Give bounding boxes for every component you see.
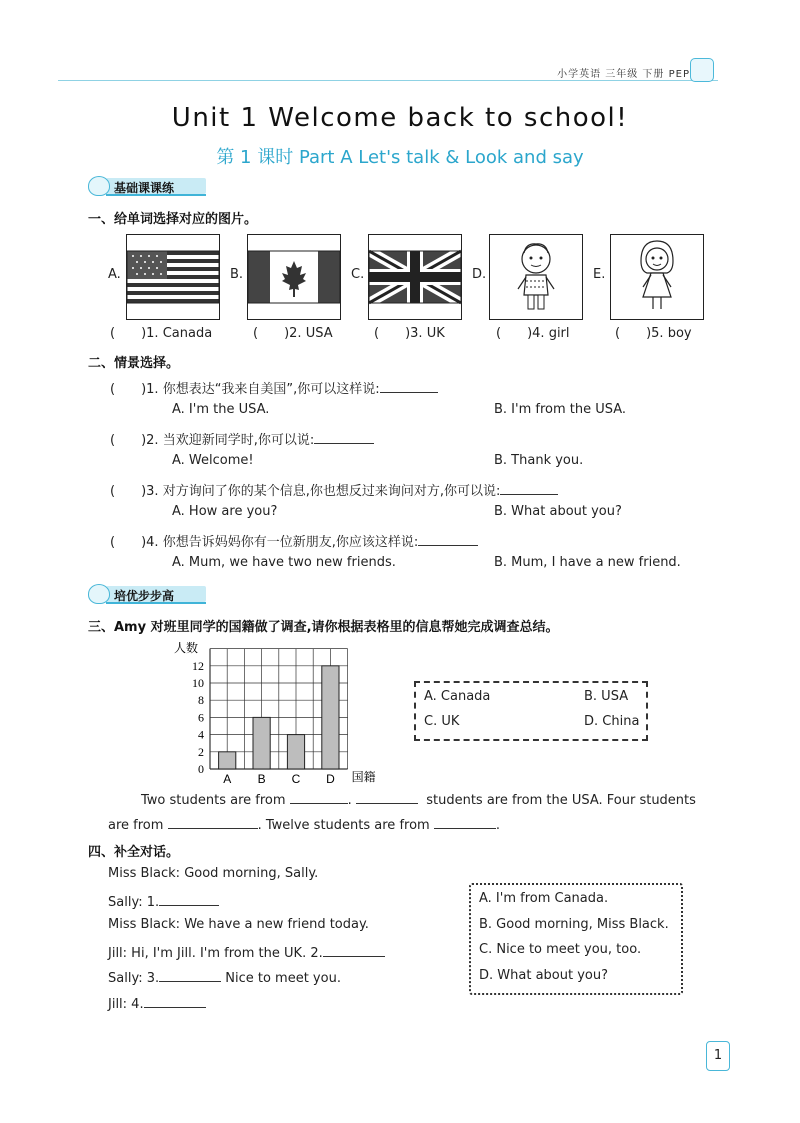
header-rule (58, 80, 718, 81)
answer-blank[interactable] (159, 892, 219, 906)
bar-a (219, 752, 236, 769)
dialogue-option-a: A. I'm from Canada. (479, 891, 609, 906)
answer-blank[interactable] (434, 815, 496, 829)
usa-flag-icon (126, 234, 220, 320)
q2-option-4b: B. Mum, I have a new friend. (494, 555, 681, 570)
dialogue-line-1: Miss Black: Good morning, Sally. (108, 866, 319, 881)
q2-option-2a: A. Welcome! (172, 453, 254, 468)
q2-prompt-2: ( )2. 当欢迎新同学时,你可以说: (110, 429, 374, 448)
q1-item-4: ( )4. girl (496, 326, 570, 341)
q2-option-3a: A. How are you? (172, 504, 278, 519)
bear-icon (88, 584, 110, 604)
legend-item-c: C. UK (424, 714, 460, 729)
boy-figure-icon (489, 234, 583, 320)
y-axis-label: 人数 (174, 641, 199, 655)
legend-item-b: B. USA (584, 689, 629, 704)
answer-blank[interactable] (356, 790, 418, 804)
q2-heading: 二、情景选择。 (88, 356, 180, 371)
uk-flag-icon (368, 234, 462, 320)
q2-option-2b: B. Thank you. (494, 453, 584, 468)
q2-option-4a: A. Mum, we have two new friends. (172, 555, 396, 570)
dialogue-option-d: D. What about you? (479, 968, 608, 983)
answer-blank[interactable] (500, 481, 558, 495)
answer-blank[interactable] (290, 790, 348, 804)
bear-icon (88, 176, 110, 196)
answer-blank[interactable] (144, 994, 206, 1008)
bear-logo-icon (690, 58, 714, 82)
answer-blank[interactable] (380, 379, 438, 393)
answer-blank[interactable] (314, 430, 374, 444)
page-title: Unit 1 Welcome back to school! (171, 103, 629, 133)
nationality-bar-chart (160, 636, 400, 786)
y-tick-label: 10 (192, 676, 204, 690)
y-tick-label: 8 (198, 693, 204, 708)
dialogue-line-4: Jill: Hi, I'm Jill. I'm from the UK. 2. (108, 943, 385, 961)
bar-c (287, 735, 304, 769)
q1-heading: 一、给单词选择对应的图片。 (88, 212, 258, 227)
dialogue-line-5: Sally: 3. Nice to meet you. (108, 968, 341, 986)
q2-option-1b: B. I'm from the USA. (494, 402, 627, 417)
legend-item-d: D. China (584, 714, 640, 729)
answer-blank[interactable] (168, 815, 258, 829)
q3-summary-line2: are from . Twelve students are from . (108, 815, 500, 833)
section-badge-advanced (88, 584, 208, 604)
y-tick-label: 6 (198, 710, 204, 725)
y-tick-label: 2 (198, 744, 204, 759)
page-number: 1 (706, 1041, 730, 1071)
dialogue-option-b: B. Good morning, Miss Black. (479, 917, 669, 932)
q2-option-1a: A. I'm the USA. (172, 402, 270, 417)
x-tick-label: C (291, 772, 301, 786)
q2-prompt-1: ( )1. 你想表达“我来自美国”,你可以这样说: (110, 378, 438, 397)
answer-blank[interactable] (418, 532, 478, 546)
pic-letter-d: D. (472, 267, 487, 282)
dialogue-option-c: C. Nice to meet you, too. (479, 942, 642, 957)
x-tick-label: A (223, 772, 232, 786)
dialogue-options-box (469, 883, 683, 995)
legend-item-a: A. Canada (424, 689, 491, 704)
dialogue-line-6: Jill: 4. (108, 994, 206, 1012)
x-tick-label: D (326, 772, 335, 786)
bar-d (322, 666, 339, 769)
y-tick-label: 4 (198, 727, 204, 742)
y-tick-label: 0 (198, 762, 204, 776)
dialogue-line-2: Sally: 1. (108, 892, 219, 910)
q1-item-5: ( )5. boy (615, 326, 692, 341)
pic-letter-c: C. (351, 267, 365, 282)
x-tick-label: B (257, 772, 266, 786)
section-badge-basic (88, 176, 208, 196)
q2-option-3b: B. What about you? (494, 504, 622, 519)
section-badge-label: 培优步步高 (114, 589, 175, 603)
pic-letter-b: B. (230, 267, 244, 282)
answer-blank[interactable] (159, 968, 221, 982)
q2-prompt-4: ( )4. 你想告诉妈妈你有一位新朋友,你应该这样说: (110, 531, 478, 550)
q1-item-3: ( )3. UK (374, 326, 445, 341)
header-text: 小学英语 三年级 下册 PEP (557, 69, 690, 80)
q1-item-2: ( )2. USA (253, 326, 333, 341)
pic-letter-a: A. (108, 267, 121, 282)
dialogue-line-3: Miss Black: We have a new friend today. (108, 917, 369, 932)
section-badge-label: 基础课课练 (114, 181, 175, 195)
pic-letter-e: E. (593, 267, 606, 282)
girl-figure-icon (610, 234, 704, 320)
q3-heading: 三、Amy 对班里同学的国籍做了调查,请你根据表格里的信息帮她完成调查总结。 (88, 620, 559, 635)
q1-item-1: ( )1. Canada (110, 326, 213, 341)
lesson-subtitle: 第 1 课时 Part A Let's talk & Look and say (216, 147, 584, 168)
q2-prompt-3: ( )3. 对方询问了你的某个信息,你也想反过来询问对方,你可以说: (110, 480, 558, 499)
y-tick-label: 12 (192, 658, 204, 673)
q4-heading: 四、补全对话。 (88, 845, 180, 860)
q3-summary-line1: Two students are from . students are from the USA. Four students (141, 790, 696, 808)
legend-box (414, 681, 648, 741)
x-axis-label: 国籍 (351, 770, 376, 784)
canada-flag-icon (247, 234, 341, 320)
answer-blank[interactable] (323, 943, 385, 957)
bar-b (253, 717, 270, 769)
